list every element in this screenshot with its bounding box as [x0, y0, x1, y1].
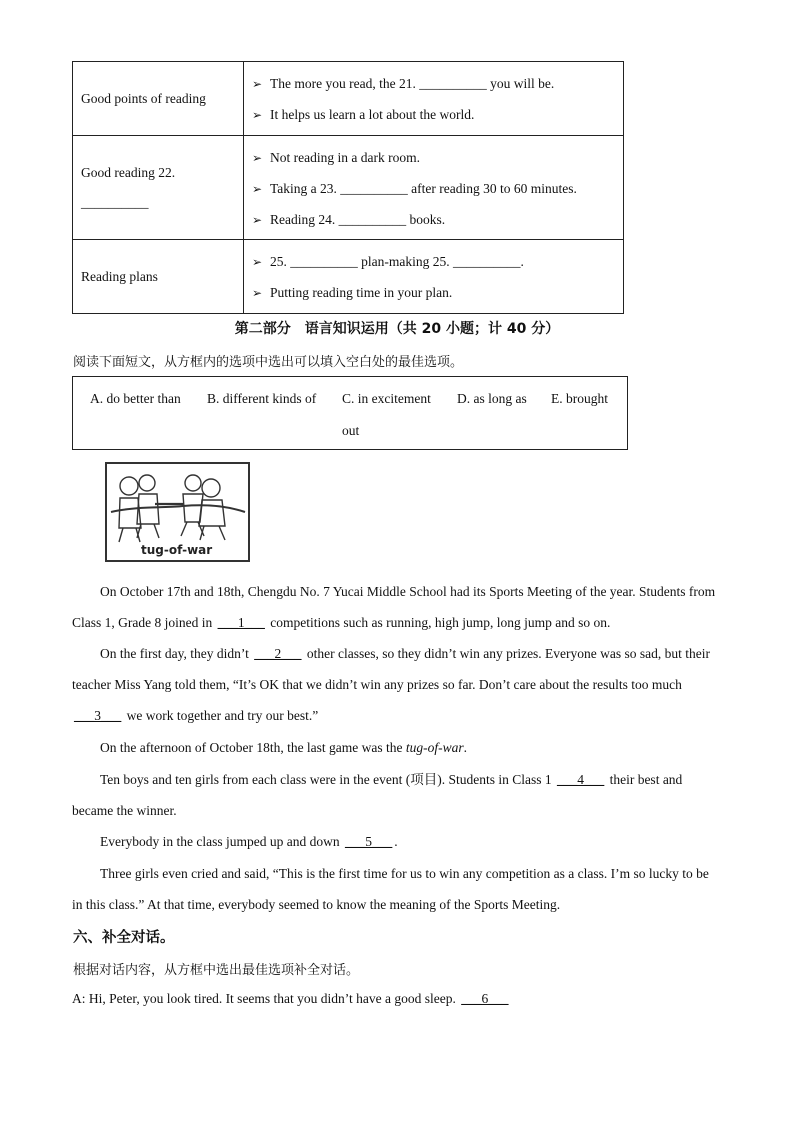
- option-e-continued: out: [342, 423, 360, 438]
- instruction-text-2: 根据对话内容，从方框中选出最佳选项补全对话。: [73, 963, 360, 978]
- tug-of-war-image: [105, 462, 250, 562]
- blank-5: ___5___: [344, 834, 393, 849]
- emphasis-tug-of-war: tug-of-war: [405, 740, 464, 755]
- table-row-content: [244, 240, 624, 314]
- table-row-label: Reading plans: [73, 240, 244, 314]
- arrow-bullet-icon: ➢: [252, 108, 263, 122]
- options-box: [72, 376, 628, 450]
- option-e: E. brought: [551, 391, 608, 406]
- arrow-bullet-icon: ➢: [252, 150, 263, 165]
- option-d: D. as long as: [457, 391, 527, 406]
- table-row: [73, 136, 624, 240]
- arrow-bullet-icon: ➢: [252, 255, 263, 269]
- table-row-label: [73, 136, 244, 240]
- list-item: ➢ Reading 24. __________ books.: [252, 211, 446, 227]
- dialogue-line: A: Hi, Peter, you look tired. It seems that you didn’t have a good sleep. ___6___: [72, 991, 509, 1006]
- passage-paragraph-4: Ten boys and ten girls from each class were in the event (项目). Students in Class 1 ___4___ their best and became the winner.: [72, 772, 683, 819]
- table-row: [73, 240, 624, 314]
- section-six-heading: 六、补全对话。: [73, 930, 175, 946]
- passage-paragraph-5: Everybody in the class jumped up and down ___5___ .: [100, 834, 398, 849]
- list-item: ➢ It helps us learn a lot about the world.: [252, 107, 475, 122]
- reading-table: [72, 61, 624, 314]
- list-item: ➢ Putting reading time in your plan.: [252, 285, 453, 300]
- list-item: ➢ The more you read, the 21. __________ you will be.: [252, 76, 555, 91]
- arrow-bullet-icon: ➢: [252, 212, 263, 227]
- blank-1: ___1___: [217, 615, 265, 631]
- arrow-bullet-icon: ➢: [252, 286, 263, 300]
- label-text: Good reading 22.: [81, 164, 176, 180]
- list-item: ➢ Taking a 23. __________ after reading 30 to 60 minutes.: [252, 180, 577, 196]
- instruction-text: 阅读下面短文，从方框内的选项中选出可以填入空白处的最佳选项。: [73, 355, 464, 370]
- section-title: 第二部分 语言知识运用（共 20 小题；计 40 分）: [234, 321, 560, 337]
- table-row-label: Good points of reading: [73, 62, 244, 136]
- arrow-bullet-icon: ➢: [252, 77, 263, 91]
- blank-2: ___2___: [254, 646, 302, 661]
- blank-6: ___6___: [461, 991, 509, 1006]
- option-c: C. in excitement: [342, 391, 431, 406]
- passage-paragraph-3: On the afternoon of October 18th, the last game was the tug-of-war.: [100, 740, 468, 755]
- image-caption: tug-of-war: [141, 543, 213, 557]
- passage-paragraph-6: Three girls even cried and said, “This is the first time for us to win any competition as a class. I’m so lucky to be in this class.” At that time, everybody seemed to know the meaning of the Sports Meeting.: [72, 866, 709, 913]
- blank-3: ___3___: [74, 708, 122, 724]
- option-a: A. do better than: [90, 391, 181, 406]
- arrow-bullet-icon: ➢: [252, 181, 263, 196]
- tug-of-war-illustration: [107, 464, 248, 560]
- table-row: [73, 62, 624, 136]
- blank-4: ___4___: [556, 772, 605, 787]
- list-item: ➢ Not reading in a dark room.: [252, 149, 420, 165]
- list-item: ➢ 25. __________ plan-making 25. __________.: [252, 254, 524, 269]
- passage-paragraph-1: On October 17th and 18th, Chengdu No. 7 Yucai Middle School had its Sports Meeting of the year. Students from Class 1, Grade 8 joined in ___1___ competitions such as running, high jump, long jump and so on.: [72, 584, 716, 631]
- option-b: B. different kinds of: [207, 391, 317, 406]
- table-row-content: [244, 62, 624, 136]
- label-blank: __________: [81, 194, 149, 210]
- passage-paragraph-2: On the first day, they didn’t ___2___ other classes, so they didn’t win any prizes. Everyone was so sad, but their teacher Miss Yang told them, “It’s OK that we didn’t win any prizes so far. Don’t care about the results too much ___3___ we work together and try our best.”: [72, 646, 711, 724]
- table-row-content: [244, 136, 624, 240]
